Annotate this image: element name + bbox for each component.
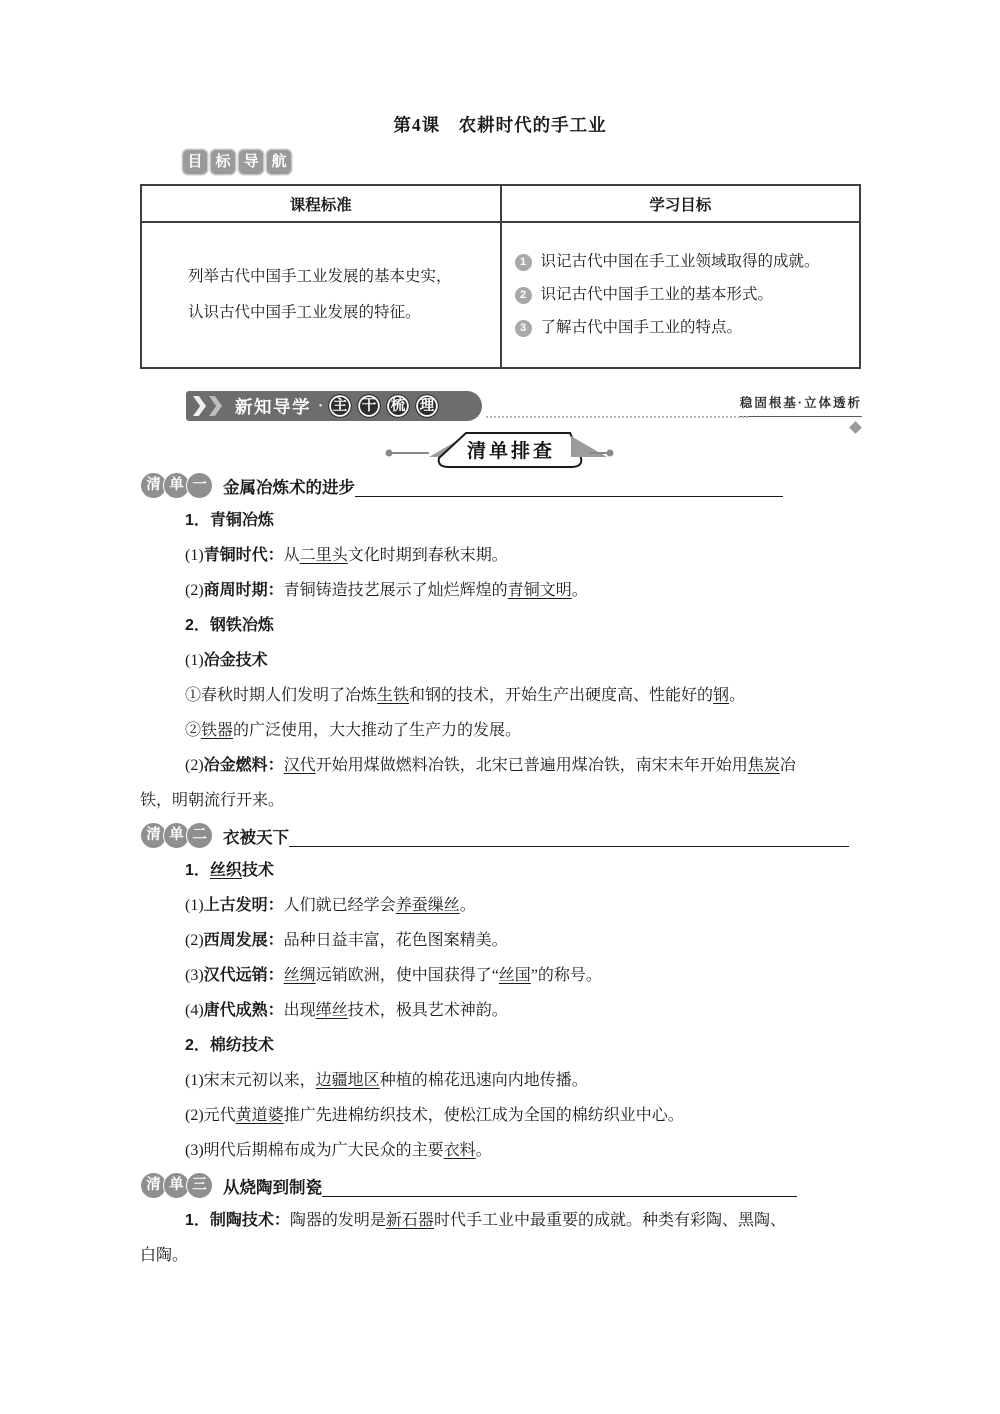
goal-nav-tile: 标 — [211, 150, 235, 174]
coin-characters — [328, 394, 439, 418]
badge-char: 清 — [140, 822, 167, 849]
checklist-ribbon — [384, 428, 616, 472]
coin-char: 主 — [328, 394, 352, 418]
content-line: 1．制陶技术：陶器的发明是新石器时代手工业中最重要的成就。种类有彩陶、黑陶、 — [185, 1212, 786, 1229]
section-banner-title: 新知导学 — [235, 396, 311, 417]
badge-char: 清 — [140, 1172, 167, 1199]
standard-line: 列举古代中国手工业发展的基本史实， — [188, 268, 452, 285]
content-line: 2．棉纺技术 — [185, 1037, 274, 1054]
dotted-rule — [486, 416, 748, 418]
objective-item — [515, 252, 852, 272]
standards-objectives-table — [140, 184, 861, 369]
separator-dot-icon: · — [318, 397, 324, 414]
section-banner — [140, 391, 862, 425]
objective-text: 识记古代中国手工业的基本形式。 — [540, 286, 774, 303]
content-line: ②铁器的广泛使用，大大推动了生产力的发展。 — [185, 722, 522, 739]
checklist-3-header — [140, 1168, 862, 1203]
goal-nav-tile: 航 — [267, 150, 291, 174]
section-banner-tagline: 稳固根基·立体透析 — [740, 393, 862, 417]
circled-number-icon: 1 — [515, 254, 532, 271]
page-title: 第4课 农耕时代的手工业 — [393, 115, 607, 135]
badge-char: 一 — [186, 472, 213, 499]
course-standard-cell — [141, 222, 501, 368]
content-line: 1．丝织技术 — [185, 862, 274, 879]
header-learning-objectives: 学习目标 — [501, 185, 861, 222]
table-header-row — [141, 185, 860, 222]
objective-text: 了解古代中国手工业的特点。 — [540, 319, 743, 336]
content-line: (1)上古发明：人们就已经学会养蚕缫丝。 — [185, 897, 476, 914]
badge-char: 三 — [186, 1172, 213, 1199]
section-banner-bar — [186, 391, 482, 421]
checklist-1-header — [140, 468, 862, 503]
fill-in-blank-line — [322, 1195, 797, 1197]
circled-number-icon: 2 — [515, 287, 532, 304]
content-line: 白陶。 — [140, 1247, 189, 1264]
content-line: ①春秋时期人们发明了冶炼生铁和钢的技术，开始生产出硬度高、性能好的钢。 — [185, 687, 746, 704]
content-line: 2．钢铁冶炼 — [185, 617, 274, 634]
goal-nav-tile: 导 — [239, 150, 263, 174]
standard-line: 认识古代中国手工业发展的特征。 — [188, 304, 421, 321]
coin-char: 干 — [357, 394, 381, 418]
fill-in-blank-line — [355, 495, 783, 497]
ribbon-label: 清单排查 — [466, 441, 556, 462]
content-line: (3)汉代远销：丝绸远销欧洲，使中国获得了“丝国”的称号。 — [185, 967, 602, 984]
checklist-3-badge — [140, 1172, 209, 1199]
content-line: (2)商周时期：青铜铸造技艺展示了灿烂辉煌的青铜文明。 — [185, 582, 588, 599]
badge-char: 清 — [140, 472, 167, 499]
checklist-2-title: 衣被天下 — [223, 828, 289, 847]
content-line: (2)冶金燃料：汉代开始用煤做燃料冶铁，北宋已普遍用煤冶铁，南宋末年开始用焦炭冶 — [185, 757, 796, 774]
content-line: (1)宋末元初以来，边疆地区种植的棉花迅速向内地传播。 — [185, 1072, 588, 1089]
coin-char: 理 — [415, 394, 439, 418]
goal-nav-tile: 目 — [183, 150, 207, 174]
badge-char: 单 — [163, 1172, 190, 1199]
learning-objectives-cell — [501, 222, 861, 368]
content-line: 铁，明朝流行开来。 — [140, 792, 285, 809]
badge-char: 二 — [186, 822, 213, 849]
diamond-icon — [849, 421, 862, 434]
content-line: 1．青铜冶炼 — [185, 512, 274, 529]
circled-number-icon: 3 — [515, 320, 532, 337]
main-content — [140, 468, 862, 1273]
content-line: (4)唐代成熟：出现缂丝技术，极具艺术神韵。 — [185, 1002, 508, 1019]
checklist-1-title: 金属冶炼术的进步 — [223, 478, 355, 497]
double-chevron-right-icon — [193, 396, 222, 416]
content-line: (1)冶金技术 — [185, 652, 268, 669]
badge-char: 单 — [163, 472, 190, 499]
checklist-1-badge — [140, 472, 209, 499]
objective-text: 识记古代中国在手工业领域取得的成就。 — [540, 253, 820, 270]
objective-item — [515, 285, 852, 305]
fill-in-blank-line — [289, 845, 849, 847]
table-body-row — [141, 222, 860, 368]
goal-navigation-badge — [183, 150, 291, 174]
content-line: (2)西周发展：品种日益丰富，花色图案精美。 — [185, 932, 508, 949]
content-line: (1)青铜时代：从二里头文化时期到春秋末期。 — [185, 547, 508, 564]
checklist-2-badge — [140, 822, 209, 849]
content-line: (3)明代后期棉布成为广大民众的主要衣料。 — [185, 1142, 492, 1159]
header-course-standard: 课程标准 — [141, 185, 501, 222]
objective-item — [515, 318, 852, 338]
checklist-3-title: 从烧陶到制瓷 — [223, 1178, 322, 1197]
content-line: (2)元代黄道婆推广先进棉纺织技术，使松江成为全国的棉纺织业中心。 — [185, 1107, 684, 1124]
badge-char: 单 — [163, 822, 190, 849]
checklist-2-header — [140, 818, 862, 853]
coin-char: 梳 — [386, 394, 410, 418]
